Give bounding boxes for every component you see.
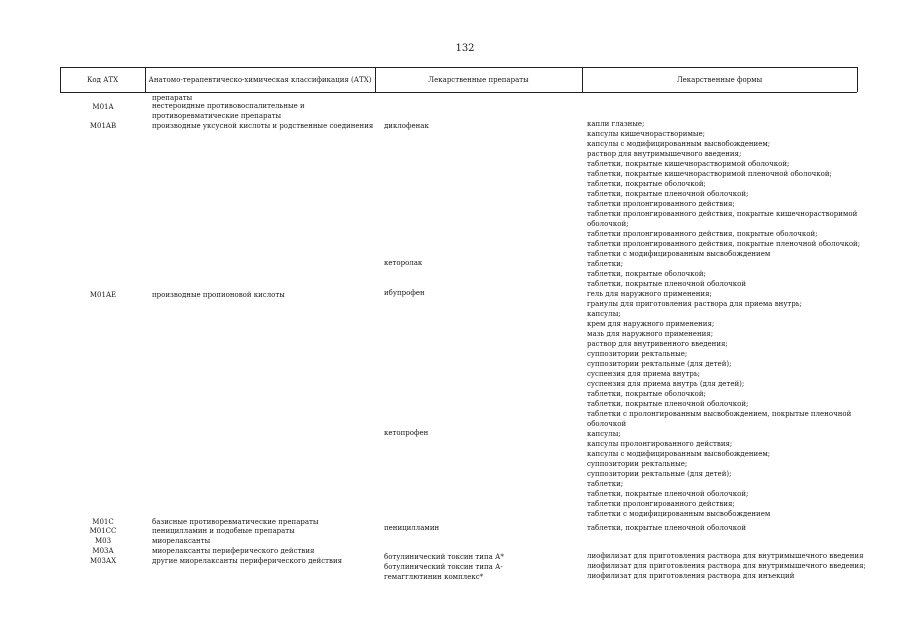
atc-code: M03 bbox=[94, 537, 112, 545]
atc-classification: миорелаксанты bbox=[152, 537, 211, 545]
dosage-form: таблетки пролонгированного действия, покрытые кишечнорастворимой bbox=[587, 210, 858, 218]
dosage-form: капсулы с модифицированным высвобождением; bbox=[587, 450, 771, 458]
drug-name: ботулинический токсин типа А-гемагглютинин комплекс* bbox=[384, 563, 503, 581]
dosage-form: гель для наружного применения; bbox=[587, 290, 712, 298]
dosage-form: лиофилизат для приготовления раствора для внутримышечного введения; bbox=[587, 562, 866, 570]
atc-classification: базисные противоревматические препараты bbox=[152, 518, 319, 526]
dosage-form: таблетки с модифицированным высвобождением bbox=[587, 510, 771, 518]
dosage-form: оболочкой; bbox=[587, 220, 629, 228]
atc-classification: другие миорелаксанты периферического действия bbox=[152, 557, 343, 565]
atc-code: M03A bbox=[92, 547, 114, 555]
atc-classification: миорелаксанты периферического действия bbox=[152, 547, 315, 555]
dosage-form: таблетки, покрытые оболочкой; bbox=[587, 270, 706, 278]
table-header bbox=[60, 67, 857, 92]
atc-classification: препараты bbox=[152, 94, 193, 102]
dosage-form: таблетки пролонгированного действия, покрытые оболочкой; bbox=[587, 230, 818, 238]
atc-classification: производные пропионовой кислоты bbox=[152, 291, 285, 299]
drug-name: диклофенак bbox=[384, 122, 429, 130]
atc-code: M01C bbox=[92, 518, 114, 526]
dosage-form: раствор для внутримышечного введения; bbox=[587, 150, 742, 158]
dosage-form: таблетки, покрытые пленочной оболочкой; bbox=[587, 400, 749, 408]
dosage-form: суппозитории ректальные (для детей); bbox=[587, 470, 732, 478]
dosage-form: мазь для наружного применения; bbox=[587, 330, 714, 338]
forms-ketoprofen bbox=[587, 429, 857, 519]
dosage-form: таблетки, покрытые кишечнорастворимой оболочкой; bbox=[587, 160, 790, 168]
dosage-form: суппозитории ректальные; bbox=[587, 460, 688, 468]
header-classification: Анатомо-терапевтическо-химическая классификация (АТХ) bbox=[148, 75, 372, 84]
dosage-form: капсулы; bbox=[587, 430, 621, 438]
drug-name: ибупрофен bbox=[384, 289, 425, 297]
header-code: Код АТХ bbox=[86, 75, 119, 84]
dosage-form: суппозитории ректальные (для детей); bbox=[587, 360, 732, 368]
atc-code: M03AX bbox=[89, 557, 117, 565]
dosage-form: таблетки пролонгированного действия; bbox=[587, 500, 735, 508]
dosage-form: суспензия для приема внутрь; bbox=[587, 370, 701, 378]
atc-classification: производные уксусной кислоты и родственные соединения bbox=[152, 122, 374, 130]
atc-code: M01CC bbox=[89, 527, 117, 535]
dosage-form: капсулы; bbox=[587, 310, 621, 318]
atc-code: M01A bbox=[92, 103, 114, 111]
dosage-form: капли глазные; bbox=[587, 120, 645, 128]
dosage-form: таблетки, покрытые пленочной оболочкой; bbox=[587, 490, 749, 498]
dosage-form: оболочкой bbox=[587, 420, 627, 428]
atc-code: M01AB bbox=[89, 122, 117, 130]
dosage-form: таблетки; bbox=[587, 260, 624, 268]
dosage-form: таблетки с модифицированным высвобождением bbox=[587, 250, 771, 258]
column-divider bbox=[857, 67, 858, 92]
dosage-form: крем для наружного применения; bbox=[587, 320, 715, 328]
dosage-form: таблетки, покрытые пленочной оболочкой bbox=[587, 280, 747, 288]
dosage-form: таблетки; bbox=[587, 480, 624, 488]
dosage-form: таблетки, покрытые оболочкой; bbox=[587, 390, 706, 398]
drug-name: кетопрофен bbox=[384, 429, 429, 437]
dosage-form: таблетки, покрытые оболочкой; bbox=[587, 180, 706, 188]
dosage-form: таблетки, покрытые пленочной оболочкой bbox=[587, 524, 747, 532]
dosage-form: таблетки, покрытые кишечнорастворимой пленочной оболочкой; bbox=[587, 170, 832, 178]
atc-code: M01AE bbox=[89, 291, 117, 299]
table-header-bottom-border bbox=[60, 92, 857, 93]
dosage-form: таблетки пролонгированного действия; bbox=[587, 200, 735, 208]
dosage-form: капсулы с модифицированным высвобождением; bbox=[587, 140, 771, 148]
dosage-form: раствор для внутривенного введения; bbox=[587, 340, 728, 348]
forms-diclofenac bbox=[587, 119, 861, 259]
header-forms: Лекарственные формы bbox=[676, 75, 763, 84]
dosage-form: капсулы пролонгированного действия; bbox=[587, 440, 733, 448]
dosage-form: капсулы кишечнорастворимые; bbox=[587, 130, 705, 138]
forms-ibuprofen bbox=[587, 289, 857, 429]
dosage-form: суппозитории ректальные; bbox=[587, 350, 688, 358]
atc-classification: пеницилламин и подобные препараты bbox=[152, 527, 295, 535]
atc-classification: нестероидные противовоспалительные и противоревматические препараты bbox=[152, 102, 305, 120]
dosage-form: гранулы для приготовления раствора для приема внутрь; bbox=[587, 300, 802, 308]
dosage-form: таблетки с пролонгированным высвобождением, покрытые пленочной bbox=[587, 410, 852, 418]
dosage-form: таблетки, покрытые пленочной оболочкой; bbox=[587, 190, 749, 198]
drug-name: пеницилламин bbox=[384, 524, 440, 532]
forms-penicillamine bbox=[587, 523, 857, 533]
dosage-form: лиофилизат для приготовления раствора для внутримышечного введения bbox=[587, 552, 864, 560]
forms-botulinum bbox=[587, 551, 866, 581]
dosage-form: суспензия для приема внутрь (для детей); bbox=[587, 380, 745, 388]
header-drugs: Лекарственные препараты bbox=[428, 75, 529, 84]
dosage-form: таблетки пролонгированного действия, покрытые пленочной оболочкой; bbox=[587, 240, 861, 248]
page-number: 132 bbox=[455, 43, 475, 54]
drug-name: ботулинический токсин типа А* bbox=[384, 553, 504, 561]
dosage-form: лиофилизат для приготовления раствора для инъекций bbox=[587, 572, 795, 580]
drug-name: кеторолак bbox=[384, 259, 423, 267]
forms-ketorolac bbox=[587, 259, 857, 289]
